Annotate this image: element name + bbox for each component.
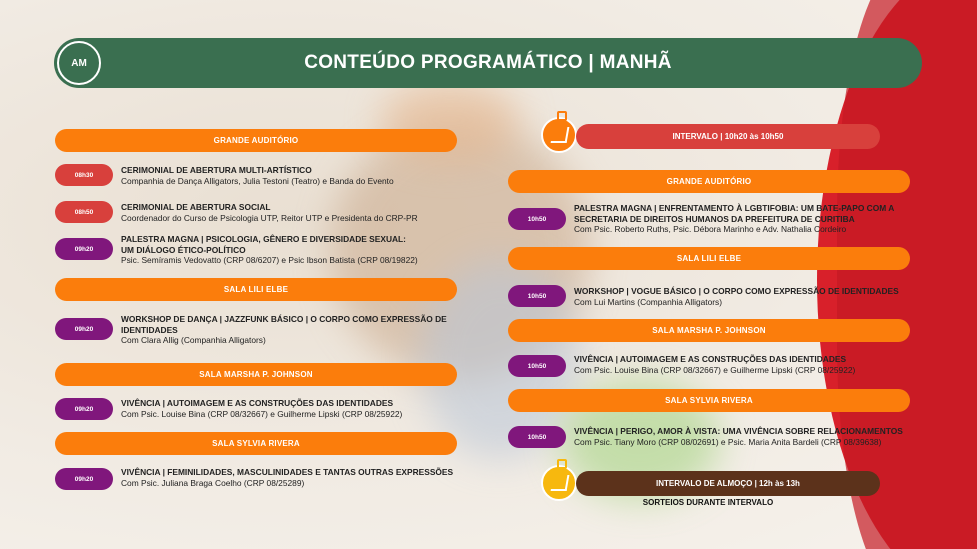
room-sala-marsha: SALA MARSHA P. JOHNSON [55, 363, 457, 386]
schedule-item [574, 203, 919, 235]
schedule-item [574, 354, 919, 375]
item-title: WORKSHOP DE DANÇA | JAZZFUNK BÁSICO | O CORPO COMO EXPRESSÃO DE IDENTIDADES [121, 314, 447, 335]
item-desc: Com Psic. Louise Bina (CRP 08/32667) e Guilherme Lipski (CRP 08/25922) [121, 408, 403, 419]
time-badge: 09h20 [55, 398, 113, 420]
item-desc: Com Psic. Tiany Moro (CRP 08/02691) e Psic. Maria Anita Bardeli (CRP 08/39638) [574, 436, 882, 447]
room-grande-auditorio: GRANDE AUDITÓRIO [508, 170, 910, 193]
item-title: PALESTRA MAGNA | PSICOLOGIA, GÊNERO E DIVERSIDADE SEXUAL: UM DIÁLOGO ÉTICO-POLÍTICO [121, 234, 406, 255]
break-bar: INTERVALO | 10h20 às 10h50 [576, 124, 880, 149]
logo-icon: AM [57, 41, 101, 85]
item-desc: Com Clara Allig (Companhia Alligators) [121, 335, 266, 346]
item-desc: Com Psic. Roberto Ruths, Psic. Débora Marinho e Adv. Nathalia Cordeiro [574, 224, 847, 235]
time-badge: 10h50 [508, 208, 566, 230]
room-sala-lili-elbe: SALA LILI ELBE [508, 247, 910, 270]
item-title: CERIMONIAL DE ABERTURA SOCIAL [121, 202, 271, 212]
time-badge: 10h50 [508, 285, 566, 307]
item-title: WORKSHOP | VOGUE BÁSICO | O CORPO COMO EXPRESSÃO DE IDENTIDADES [574, 286, 899, 296]
raffle-note: SORTEIOS DURANTE INTERVALO [642, 498, 774, 507]
timer-icon [541, 117, 577, 153]
page-title: CONTEÚDO PROGRAMÁTICO | MANHÃ [304, 52, 672, 73]
item-desc: Companhia de Dança Alligators, Julia Testoni (Teatro) e Banda do Evento [121, 175, 394, 186]
schedule-item [121, 398, 461, 419]
item-title: CERIMONIAL DE ABERTURA MULTI-ARTÍSTICO [121, 165, 312, 175]
time-badge: 10h50 [508, 355, 566, 377]
schedule-item [574, 286, 919, 307]
room-grande-auditorio: GRANDE AUDITÓRIO [55, 129, 457, 152]
room-sala-sylvia: SALA SYLVIA RIVERA [508, 389, 910, 412]
time-badge: 09h20 [55, 468, 113, 490]
timer-icon [541, 465, 577, 501]
schedule-item [121, 234, 421, 266]
schedule-item [121, 314, 451, 346]
lunch-break-bar: INTERVALO DE ALMOÇO | 12h às 13h [576, 471, 880, 496]
time-badge: 08h30 [55, 164, 113, 186]
schedule-item [121, 202, 461, 223]
item-title: VIVÊNCIA | FEMINILIDADES, MASCULINIDADES E TANTAS OUTRAS EXPRESSÕES [121, 467, 454, 477]
item-title: VIVÊNCIA | PERIGO, AMOR À VISTA: UMA VIVÊNCIA SOBRE RELACIONAMENTOS [574, 426, 903, 436]
item-desc: Com Psic. Louise Bina (CRP 08/32667) e Guilherme Lipski (CRP 08/25922) [574, 364, 856, 375]
header-bar [54, 38, 922, 88]
time-badge: 10h50 [508, 426, 566, 448]
schedule-item [121, 467, 466, 488]
item-desc: Com Lui Martins (Companhia Alligators) [574, 296, 723, 307]
item-title: VIVÊNCIA | AUTOIMAGEM E AS CONSTRUÇÕES DAS IDENTIDADES [574, 354, 847, 364]
time-badge: 08h50 [55, 201, 113, 223]
schedule-item [121, 165, 461, 186]
time-badge: 09h20 [55, 318, 113, 340]
room-sala-sylvia: SALA SYLVIA RIVERA [55, 432, 457, 455]
item-title: PALESTRA MAGNA | ENFRENTAMENTO À LGBTIFOBIA: UM BATE-PAPO COM A SECRETARIA DE DIREITOS HUMANOS DA PREFEITURA DE CURITIBA [574, 203, 894, 224]
item-desc: Com Psic. Juliana Braga Coelho (CRP 08/25289) [121, 477, 305, 488]
schedule-item [574, 426, 919, 447]
time-badge: 09h20 [55, 238, 113, 260]
item-title: VIVÊNCIA | AUTOIMAGEM E AS CONSTRUÇÕES DAS IDENTIDADES [121, 398, 394, 408]
item-desc: Coordenador do Curso de Psicologia UTP, Reitor UTP e Presidenta do CRP-PR [121, 212, 418, 223]
item-desc: Psic. Semíramis Vedovatto (CRP 08/6207) e Psic Ibson Batista (CRP 08/19822) [121, 255, 418, 266]
room-sala-lili-elbe: SALA LILI ELBE [55, 278, 457, 301]
room-sala-marsha: SALA MARSHA P. JOHNSON [508, 319, 910, 342]
